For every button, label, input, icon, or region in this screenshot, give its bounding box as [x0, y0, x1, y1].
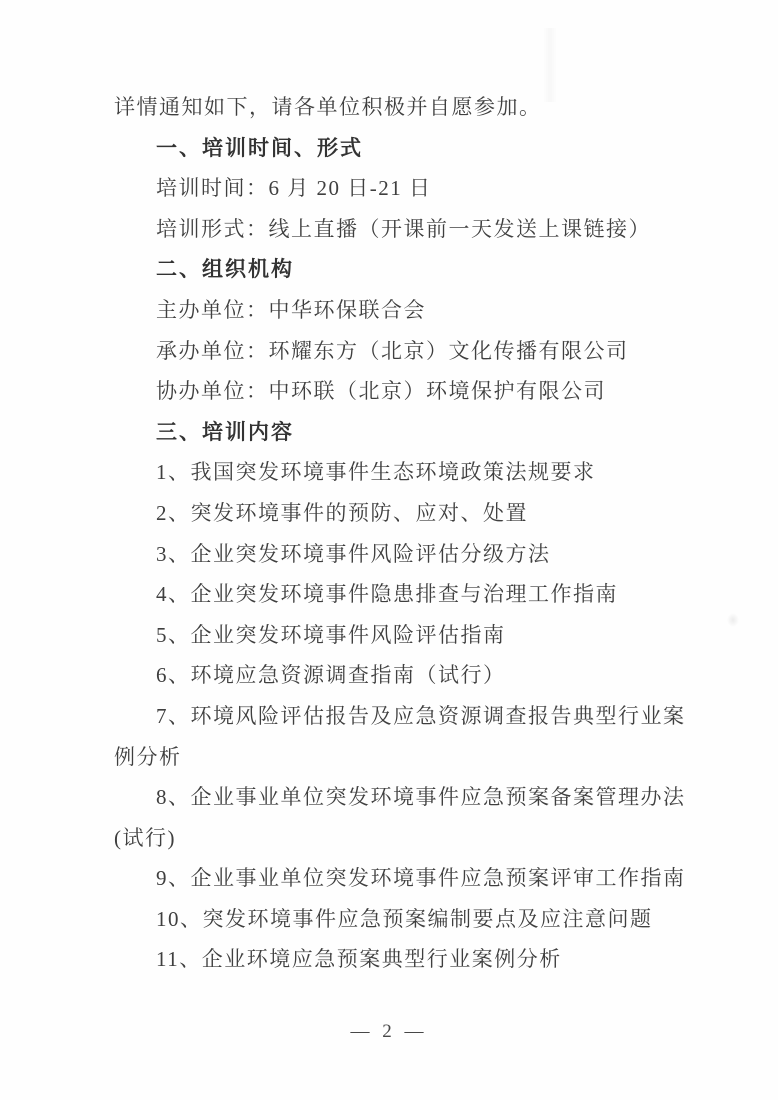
text-line: 6、环境应急资源调查指南（试行）	[156, 663, 506, 688]
document-body	[114, 87, 686, 980]
text-line: 例分析	[114, 744, 182, 769]
text-line: 7、环境风险评估报告及应急资源调查报告典型行业案	[156, 703, 686, 728]
section-heading: 二、组织机构	[156, 257, 294, 282]
text-line: 10、突发环境事件应急预案编制要点及应注意问题	[156, 906, 653, 931]
text-line: 培训时间：6 月 20 日-21 日	[156, 176, 432, 201]
text-line: 承办单位：环耀东方（北京）文化传播有限公司	[156, 338, 629, 363]
text-line: 11、企业环境应急预案典型行业案例分析	[156, 947, 562, 972]
section-heading: 一、培训时间、形式	[156, 135, 363, 160]
text-line: 1、我国突发环境事件生态环境政策法规要求	[156, 460, 596, 485]
text-line: 培训形式：线上直播（开课前一天发送上课链接）	[156, 216, 651, 241]
section-heading: 三、培训内容	[156, 419, 294, 444]
text-line: (试行)	[114, 825, 176, 850]
page-number: — 2 —	[350, 1021, 428, 1042]
text-line: 8、企业事业单位突发环境事件应急预案备案管理办法	[156, 785, 686, 810]
text-line: 4、企业突发环境事件隐患排查与治理工作指南	[156, 582, 618, 607]
text-line: 主办单位：中华环保联合会	[156, 297, 426, 322]
text-line: 协办单位：中环联（北京）环境保护有限公司	[156, 379, 606, 404]
text-line: 9、企业事业单位突发环境事件应急预案评审工作指南	[156, 866, 686, 891]
text-line: 3、企业突发环境事件风险评估分级方法	[156, 541, 551, 566]
text-line: 2、突发环境事件的预防、应对、处置	[156, 500, 528, 525]
text-line: 5、企业突发环境事件风险评估指南	[156, 622, 506, 647]
scan-smudge	[727, 613, 739, 627]
text-line: 详情通知如下，请各单位积极并自愿参加。	[114, 95, 542, 119]
